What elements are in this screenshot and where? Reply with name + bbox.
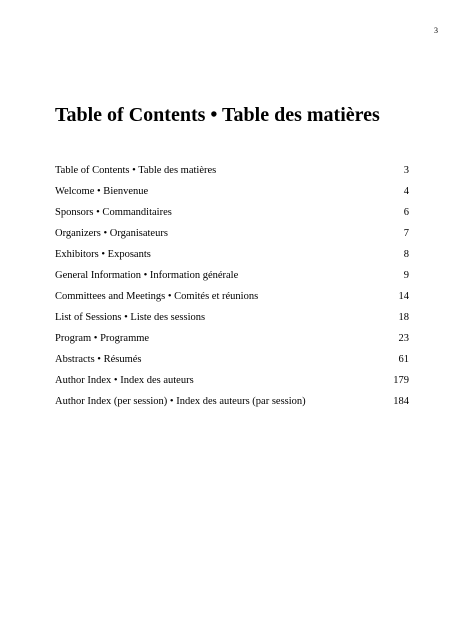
toc-entry[interactable] (55, 354, 409, 375)
page-title: Table of Contents • Table des matières (55, 104, 380, 126)
toc-entry-label: Abstracts • Résumés (55, 354, 142, 365)
toc-entry[interactable] (55, 207, 409, 228)
toc-entry-label: Welcome • Bienvenue (55, 186, 149, 197)
toc-entry-label: Table of Contents • Table des matières (55, 165, 217, 176)
toc-entry-label: Committees and Meetings • Comités et réunions (55, 291, 259, 302)
toc-entry-page: 184 (393, 396, 409, 407)
toc-entry[interactable] (55, 312, 409, 333)
toc-entry-label: Exhibitors • Exposants (55, 249, 151, 260)
toc-entry[interactable] (55, 396, 409, 417)
toc-entry-label: Author Index • Index des auteurs (55, 375, 194, 386)
toc-entry-page: 179 (393, 375, 409, 386)
toc-entry-page: 61 (398, 354, 409, 365)
toc-entry[interactable] (55, 186, 409, 207)
toc-entry-label: Author Index (per session) • Index des auteurs (par session) (55, 396, 306, 407)
toc-entry-label: List of Sessions • Liste des sessions (55, 312, 206, 323)
toc-entry-page: 8 (403, 249, 409, 260)
toc-entry-label: Program • Programme (55, 333, 150, 344)
toc-entry-label: General Information • Information générale (55, 270, 239, 281)
toc-entry-label: Organizers • Organisateurs (55, 228, 168, 239)
toc-entry-page: 3 (403, 165, 409, 176)
toc-entry-label: Sponsors • Commanditaires (55, 207, 172, 218)
toc-entry[interactable] (55, 228, 409, 249)
toc-entry[interactable] (55, 375, 409, 396)
toc-entry-page: 6 (403, 207, 409, 218)
toc-entry-page: 9 (403, 270, 409, 281)
toc-entry[interactable] (55, 291, 409, 312)
page-number: 3 (434, 26, 438, 35)
toc-entry-page: 23 (398, 333, 409, 344)
toc-entry[interactable] (55, 165, 409, 186)
table-of-contents (55, 165, 409, 417)
toc-entry-page: 14 (398, 291, 409, 302)
toc-entry-page: 7 (403, 228, 409, 239)
toc-entry-page: 18 (398, 312, 409, 323)
toc-entry[interactable] (55, 249, 409, 270)
toc-entry[interactable] (55, 333, 409, 354)
toc-entry-page: 4 (403, 186, 409, 197)
toc-entry[interactable] (55, 270, 409, 291)
